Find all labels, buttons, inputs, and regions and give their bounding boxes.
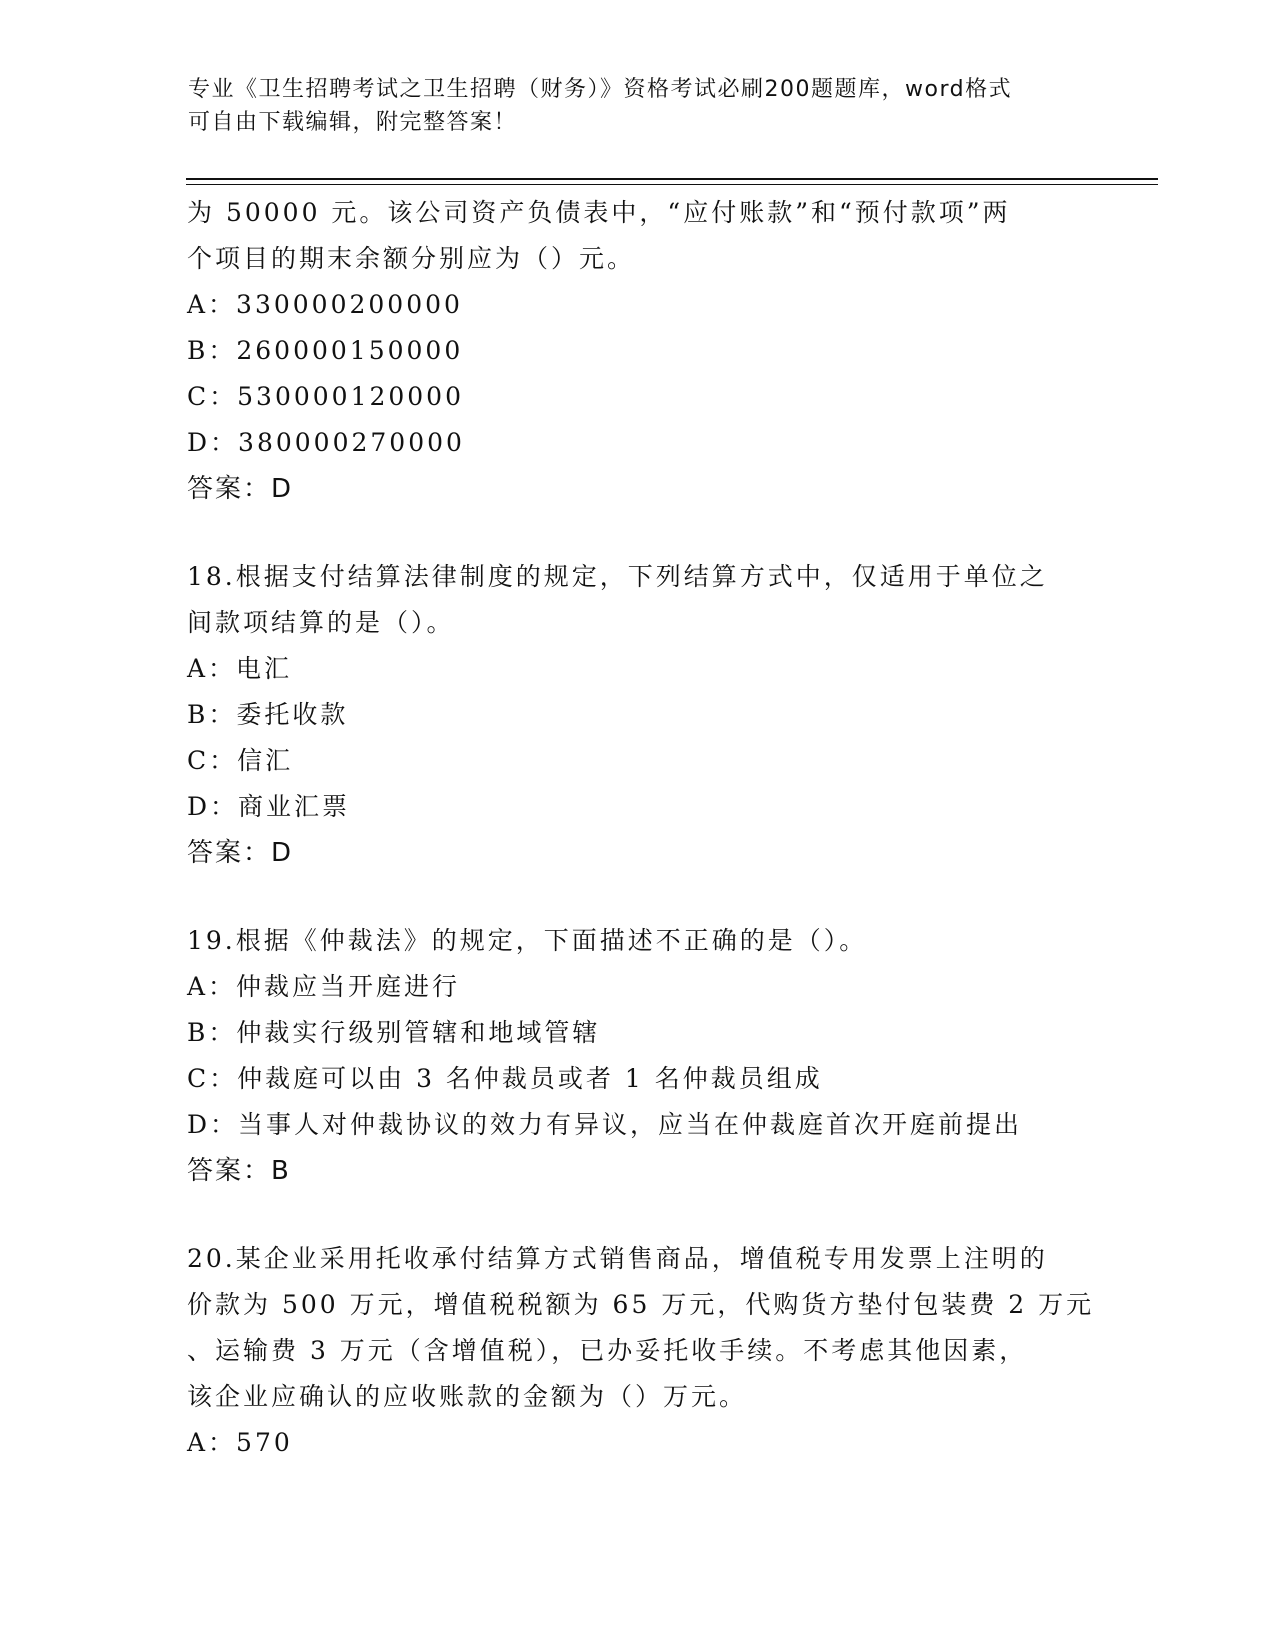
question-block xyxy=(187,1236,1095,1466)
answer-option: B：委托收款 xyxy=(187,700,349,729)
answer-option: A：570 xyxy=(187,1428,293,1457)
answer-option: B：260000150000 xyxy=(187,336,464,365)
question-text-line: 20.某企业采用托收承付结算方式销售商品，增值税专用发票上注明的 xyxy=(187,1244,1048,1273)
answer-option: C：仲裁庭可以由 3 名仲裁员或者 1 名仲裁员组成 xyxy=(187,1064,823,1093)
header-rule-thick xyxy=(186,178,1158,180)
question-block xyxy=(187,918,1087,1194)
answer-key: 答案：D xyxy=(187,474,294,504)
question-text-line: 为 50000 元。该公司资产负债表中，“应付账款”和“预付款项”两 xyxy=(187,198,1011,227)
question-block xyxy=(187,554,1087,876)
question-list xyxy=(187,190,1095,1466)
answer-option: C：信汇 xyxy=(187,746,294,775)
answer-option: C：530000120000 xyxy=(187,382,464,411)
answer-option: D：380000270000 xyxy=(187,428,465,457)
question-text-line: 19.根据《仲裁法》的规定，下面描述不正确的是（）。 xyxy=(187,926,868,955)
header-line-1: 专业《卫生招聘考试之卫生招聘（财务）》资格考试必刷200题题库，word格式 xyxy=(188,77,1013,102)
answer-option: D：当事人对仲裁协议的效力有异议，应当在仲裁庭首次开庭前提出 xyxy=(187,1110,1023,1139)
answer-option: B：仲裁实行级别管辖和地域管辖 xyxy=(187,1018,601,1047)
question-block xyxy=(187,190,1087,512)
document-header xyxy=(188,73,1088,139)
question-text-line: 个项目的期末余额分别应为（）元。 xyxy=(187,244,636,273)
answer-option: A：电汇 xyxy=(187,654,293,683)
answer-option: D：商业汇票 xyxy=(187,792,351,821)
header-line-2: 可自由下载编辑，附完整答案！ xyxy=(188,110,518,135)
answer-key: 答案：D xyxy=(187,838,294,868)
header-rule-thin xyxy=(186,184,1158,185)
question-text-line: 该企业应确认的应收账款的金额为（）万元。 xyxy=(187,1382,748,1411)
answer-option: A：330000200000 xyxy=(187,290,463,319)
question-text-line: 、运输费 3 万元（含增值税），已办妥托收手续。不考虑其他因素， xyxy=(187,1336,1028,1365)
question-text-line: 间款项结算的是（）。 xyxy=(187,608,455,637)
question-text-line: 18.根据支付结算法律制度的规定，下列结算方式中，仅适用于单位之 xyxy=(187,562,1048,591)
answer-key: 答案：B xyxy=(187,1156,291,1186)
question-text-line: 价款为 500 万元，增值税税额为 65 万元，代购货方垫付包装费 2 万元 xyxy=(187,1290,1095,1319)
answer-option: A：仲裁应当开庭进行 xyxy=(187,972,461,1001)
